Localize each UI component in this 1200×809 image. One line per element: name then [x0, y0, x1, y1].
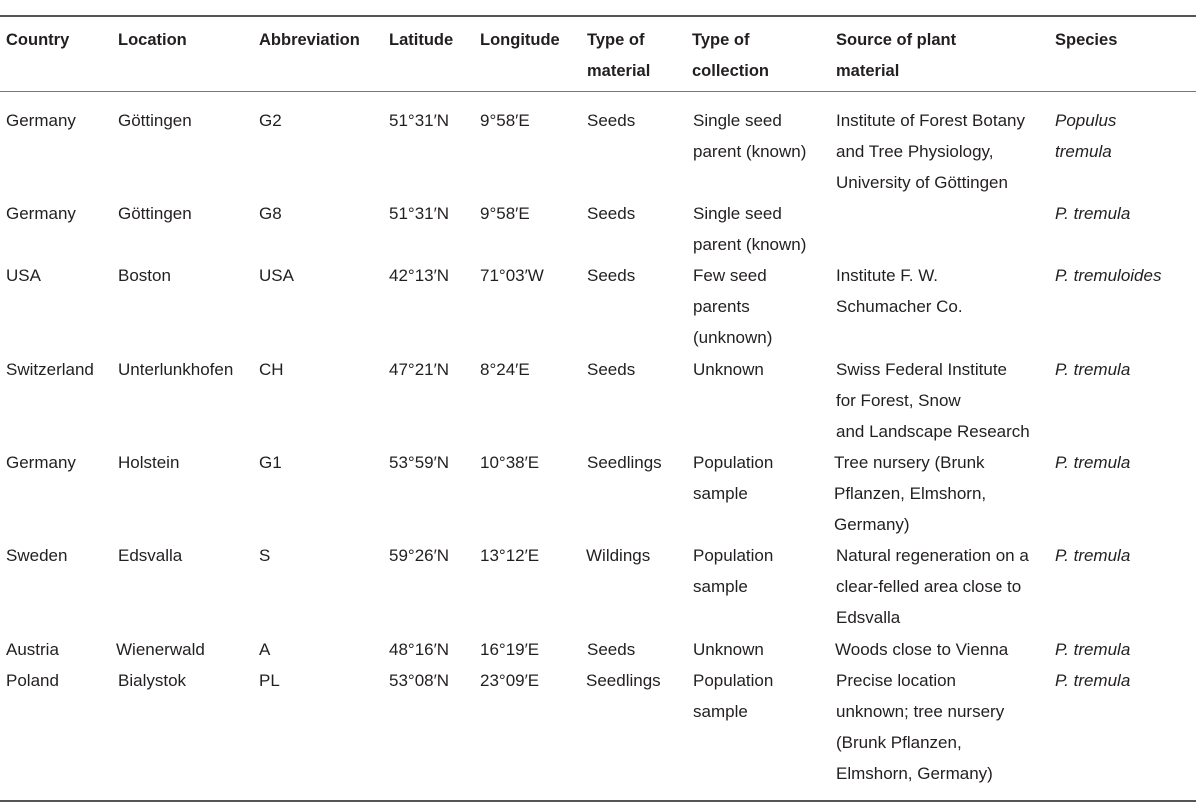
cell-material: Seeds: [587, 111, 636, 130]
cell-abbreviation: G2: [259, 111, 282, 130]
cell-country: USA: [6, 266, 41, 285]
cell-longitude: 23°09′E: [480, 671, 540, 690]
cell-location: Holstein: [118, 453, 180, 472]
cell-source: Institute F. W. Schumacher Co.: [836, 266, 963, 316]
cell-species: Populus tremula: [1055, 111, 1117, 161]
cell-material: Seeds: [587, 640, 636, 659]
header-country: Country: [6, 31, 70, 49]
cell-location: Bialystok: [118, 671, 187, 690]
cell-location: Göttingen: [118, 204, 192, 223]
cell-species: P. tremula: [1055, 546, 1131, 565]
cell-location: Edsvalla: [118, 546, 183, 565]
cell-location: Wienerwald: [116, 640, 205, 659]
cell-latitude: 42°13′N: [389, 266, 450, 285]
cell-latitude: 47°21′N: [389, 360, 450, 379]
cell-collection: Single seed parent (known): [693, 111, 807, 161]
cell-collection: Unknown: [693, 360, 764, 379]
cell-location: Unterlunkhofen: [118, 360, 234, 379]
cell-abbreviation: CH: [259, 360, 284, 379]
cell-source: Precise location unknown; tree nursery (Brunk Pflanzen, Elmshorn, Germany): [836, 671, 1005, 783]
cell-material: Seedlings: [586, 671, 661, 690]
header-source-of-plant-material: Source of plant material: [836, 31, 957, 80]
cell-abbreviation: G8: [259, 204, 282, 223]
cell-source: Woods close to Vienna: [835, 640, 1009, 659]
cell-latitude: 48°16′N: [389, 640, 450, 659]
cell-latitude: 59°26′N: [389, 546, 450, 565]
cell-abbreviation: A: [259, 640, 271, 659]
cell-material: Wildings: [586, 546, 651, 565]
cell-location: Boston: [118, 266, 171, 285]
cell-longitude: 8°24′E: [480, 360, 530, 379]
cell-country: Germany: [6, 453, 76, 472]
cell-species: P. tremula: [1055, 360, 1131, 379]
cell-country: Poland: [6, 671, 59, 690]
header-location: Location: [118, 31, 187, 49]
cell-species: P. tremula: [1055, 204, 1131, 223]
cell-species: P. tremula: [1055, 640, 1131, 659]
cell-abbreviation: S: [259, 546, 271, 565]
header-abbreviation: Abbreviation: [259, 31, 360, 49]
cell-longitude: 16°19′E: [480, 640, 540, 659]
header-species: Species: [1055, 31, 1118, 49]
cell-latitude: 51°31′N: [389, 111, 450, 130]
header-type-of-material: Type of material: [587, 31, 651, 80]
cell-longitude: 9°58′E: [480, 204, 530, 223]
cell-location: Göttingen: [118, 111, 192, 130]
header-type-of-collection: Type of collection: [692, 31, 770, 80]
cell-longitude: 9°58′E: [480, 111, 530, 130]
cell-source: Natural regeneration on a clear-felled area close to Edsvalla: [836, 546, 1029, 627]
cell-longitude: 13°12′E: [480, 546, 540, 565]
header-longitude: Longitude: [480, 31, 560, 49]
cell-country: Germany: [6, 111, 76, 130]
cell-material: Seeds: [587, 266, 636, 285]
cell-longitude: 71°03′W: [480, 266, 544, 285]
cell-material: Seeds: [587, 204, 636, 223]
cell-longitude: 10°38′E: [480, 453, 540, 472]
table-bottom-rule: [0, 800, 1196, 802]
cell-latitude: 53°08′N: [389, 671, 450, 690]
cell-abbreviation: PL: [259, 671, 280, 690]
cell-source: Institute of Forest Botany and Tree Physiology, University of Göttingen: [836, 111, 1025, 192]
cell-species: P. tremula: [1055, 671, 1131, 690]
cell-collection: Few seed parents (unknown): [693, 266, 773, 347]
cell-latitude: 53°59′N: [389, 453, 450, 472]
cell-species: P. tremula: [1055, 453, 1131, 472]
table-top-rule: [0, 15, 1196, 17]
cell-country: Switzerland: [6, 360, 94, 379]
cell-collection: Unknown: [693, 640, 764, 659]
cell-source: Swiss Federal Institute for Forest, Snow and Landscape Research: [836, 360, 1030, 441]
cell-collection: Population sample: [693, 671, 774, 721]
cell-abbreviation: G1: [259, 453, 282, 472]
cell-country: Austria: [6, 640, 59, 659]
cell-collection: Population sample: [693, 546, 774, 596]
cell-country: Germany: [6, 204, 76, 223]
cell-abbreviation: USA: [259, 266, 294, 285]
cell-material: Seeds: [587, 360, 636, 379]
header-latitude: Latitude: [389, 31, 454, 49]
cell-country: Sweden: [6, 546, 68, 565]
cell-source: Tree nursery (Brunk Pflanzen, Elmshorn, Germany): [834, 453, 987, 534]
table-header-rule: [0, 91, 1196, 92]
cell-collection: Single seed parent (known): [693, 204, 807, 254]
cell-material: Seedlings: [587, 453, 662, 472]
cell-species: P. tremuloides: [1055, 266, 1162, 285]
cell-collection: Population sample: [693, 453, 774, 503]
cell-latitude: 51°31′N: [389, 204, 450, 223]
